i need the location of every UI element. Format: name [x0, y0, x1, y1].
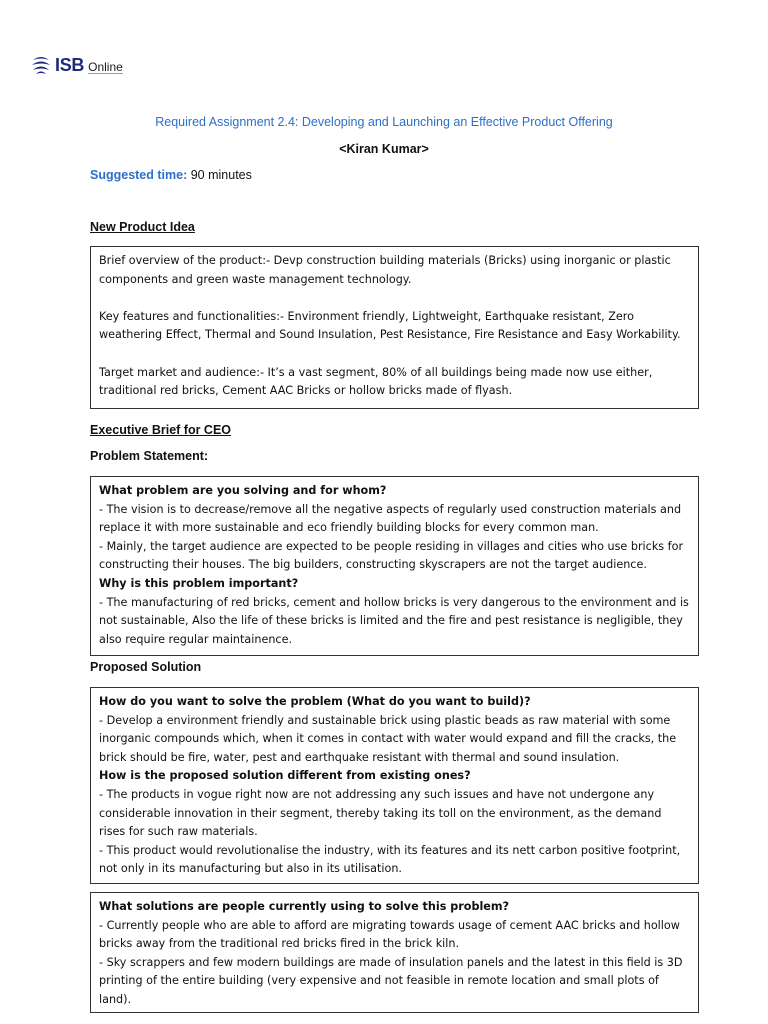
isb-online-logo: [30, 54, 123, 76]
problem-answer-2: - Mainly, the target audience are expected to be people residing in villages and cities who use bricks for constructing their houses. The big builders, constructing skyscrapers are not the target audience.: [99, 539, 684, 572]
problem-box: [90, 476, 699, 656]
existing-answer-2: - Sky scrappers and few modern buildings are made of insulation panels and the latest in this field is 3D printing of the entire building (very expensive and not feasible in remote location and small plots of land).: [99, 955, 683, 1006]
existing-solutions-box: [90, 892, 699, 1013]
problem-statement-heading: Problem Statement:: [90, 449, 209, 463]
existing-answer-1: - Currently people who are able to afford are migrating towards usage of cement AAC bricks and hollow bricks away from the traditional red bricks fired in the brick kiln.: [99, 918, 680, 951]
problem-question-1: What problem are you solving and for whom?: [99, 484, 387, 497]
suggested-time-value: 90 minutes: [187, 168, 252, 182]
product-features: Key features and functionalities:- Environment friendly, Lightweight, Earthquake resistant, Zero weathering Effect, Thermal and Sound Insulation, Pest Resistance, Fire Resistance and Easy Workability.: [99, 309, 681, 342]
solution-answer-3: - This product would revolutionalise the industry, with its features and its nett carbon positive footprint, not only in its manufacturing but also in its utilisation.: [99, 843, 681, 876]
suggested-time-label: Suggested time:: [90, 168, 188, 182]
brand-sub: Online: [88, 60, 123, 74]
proposed-solution-heading: Proposed Solution: [90, 660, 202, 674]
brand-name: ISB: [55, 54, 85, 75]
problem-question-2: Why is this problem important?: [99, 576, 299, 590]
new-product-heading: New Product Idea: [90, 220, 195, 234]
solution-answer-1: - Develop a environment friendly and sustainable brick using plastic beads as raw material with some inorganic compounds which, when it comes in contact with water would expand and fill the cracks, the brick should be fire, water, pest and earthquake resistant with thermal and sound insulation.: [99, 713, 677, 764]
executive-brief-heading: Executive Brief for CEO: [90, 423, 232, 437]
product-overview: Brief overview of the product:- Devp construction building materials (Bricks) using inorganic or plastic components and green waste management technology.: [99, 254, 671, 286]
problem-answer-1: - The vision is to decrease/remove all the negative aspects of regularly used construction materials and replace it with more sustainable and eco friendly building blocks for every common man.: [99, 502, 682, 535]
solution-question-2: How is the proposed solution different from existing ones?: [99, 769, 471, 783]
suggested-time: [90, 168, 252, 182]
solution-question-1: How do you want to solve the problem (What do you want to build)?: [99, 695, 531, 708]
solution-box: [90, 687, 699, 884]
product-target: Target market and audience:- It’s a vast segment, 80% of all buildings being made now use either, traditional red bricks, Cement AAC Bricks or hollow bricks made of flyash.: [99, 365, 653, 398]
assignment-title: Required Assignment 2.4: Developing and Launching an Effective Product Offering: [155, 115, 613, 129]
problem-answer-3: - The manufacturing of red bricks, cement and hollow bricks is very dangerous to the environment and is not sustainable, Also the life of these bricks is limited and the fire and pest resistance is negligible, they also require regular maintainence.: [99, 595, 689, 646]
new-product-box: [90, 246, 699, 409]
solution-answer-2: - The products in vogue right now are not addressing any such issues and have not undergone any considerable innovation in their segment, thereby taking its toll on the environment, as the demand rises for such raw materials.: [99, 787, 662, 839]
author-name: <Kiran Kumar>: [339, 142, 429, 156]
existing-question-1: What solutions are people currently using to solve this problem?: [99, 900, 510, 913]
isb-logo-icon: [30, 54, 52, 76]
